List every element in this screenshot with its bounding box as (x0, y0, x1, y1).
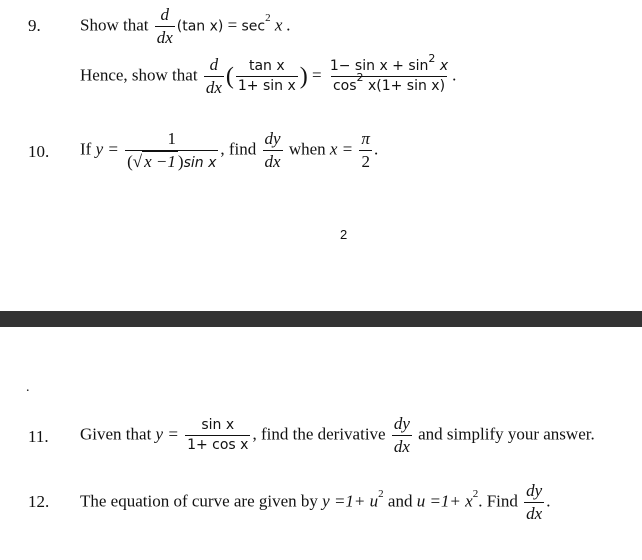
question-number-10: 10. (28, 142, 50, 161)
dy-dx-fraction-12: $\frac{dy}{dx}$ (526, 481, 543, 523)
question-12-line: The equation of curve are given by $y =1+ u^2$ and $u =1+ x^2$. Find $\frac{dy}{dx}$ . (80, 481, 551, 523)
show-that-label: Show that (80, 15, 149, 35)
page-break-divider (0, 311, 642, 327)
question-number-11: 11. (28, 427, 49, 446)
derivative-operator: $\frac{d}{dx}$ (156, 5, 173, 47)
question-number-12: 12. (28, 492, 50, 511)
sec-label: sec (241, 18, 266, 35)
rhs-fraction: $\frac{1- \sin x + \sin^2 x}{\cos^2 x(1+ \sin x)}$ (329, 51, 449, 94)
question-number-9: 9. (28, 16, 41, 35)
tan-x-expr: (tan x) (176, 18, 224, 35)
question-11-line: Given that y = $\frac{\text{sin x}}{\text{1+ cos x}}$ , find the derivative $\frac{dy}{dx}$ and simplify your answer. (80, 414, 595, 456)
y-fraction: $\frac{1}{\text{(√ x −1 )sin x}}$ (127, 129, 217, 171)
pi-over-2: $\frac{\pi}{2}$ (361, 129, 370, 171)
derivative-operator-2: $\frac{d}{dx}$ (205, 55, 222, 97)
hence-label: Hence, show that (80, 65, 198, 85)
lhs-fraction: $\frac{\text{tan x}}{\text{1+ sin x}}$ (237, 58, 296, 94)
stray-mark: . (26, 380, 30, 395)
question-9-line-2: Hence, show that $\frac{d}{dx}$ ( $\frac{\text{tan x}}{\text{1+ sin x}}$ ) = $\frac{1- \sin x + \sin^2 x}{\cos^2 x(1+ \sin x)}$ . (80, 51, 457, 97)
question-10-line: If y = $\frac{1}{\text{(√ x −1 )sin x}}$ , find $\frac{dy}{dx}$ when x = $\frac{\pi}{2}$ . (80, 129, 379, 171)
dy-dx-fraction-11: $\frac{dy}{dx}$ (393, 414, 410, 456)
page-number: 2 (340, 227, 348, 242)
question-9-line-1: Show that $\frac{d}{dx}$ (tan $x) = \sec^2 x$ . (80, 5, 291, 47)
sinx-over-1pluscosx: $\frac{\text{sin x}}{\text{1+ cos x}}$ (187, 417, 249, 453)
dy-dx-fraction: $\frac{dy}{dx}$ (264, 129, 281, 171)
